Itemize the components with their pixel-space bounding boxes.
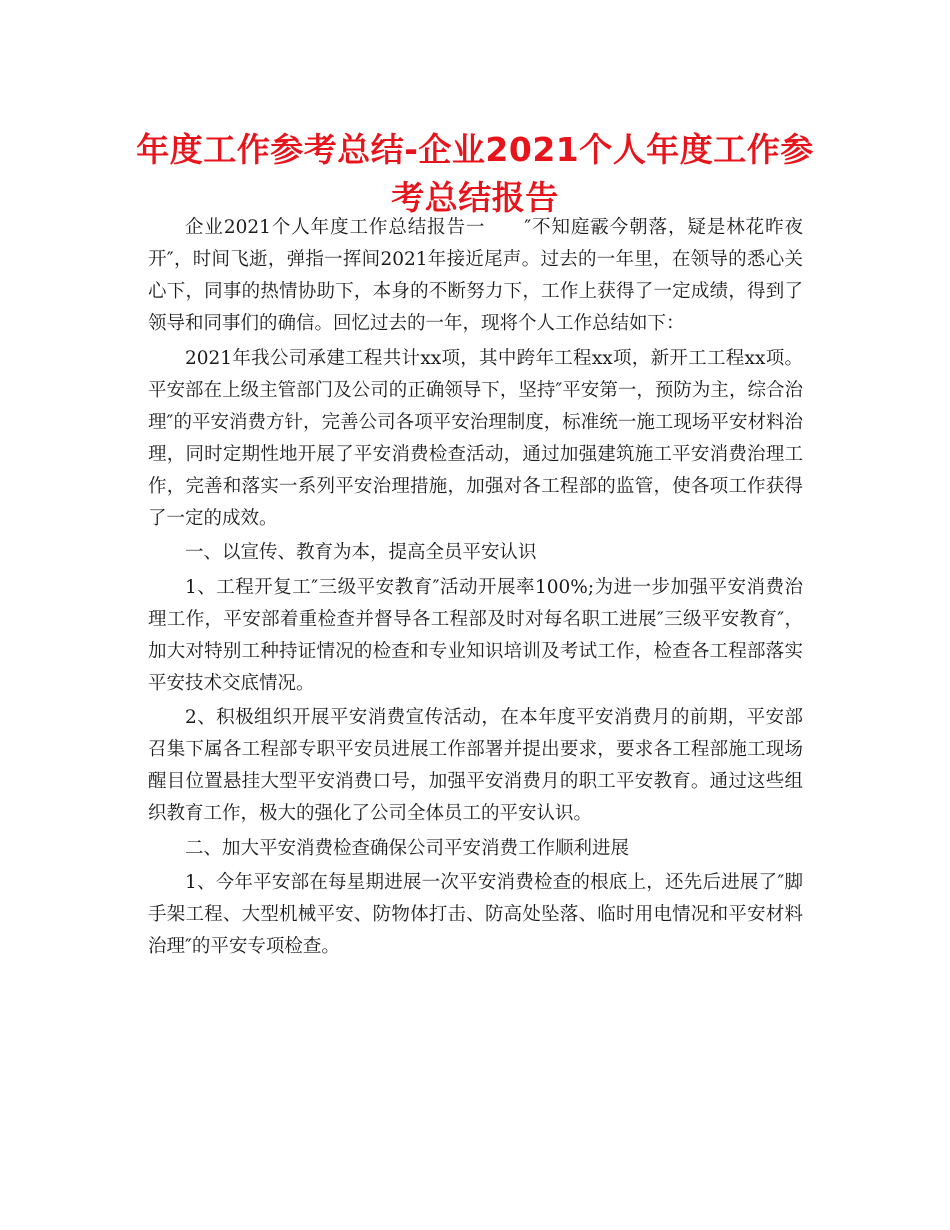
section-heading-1: 一、以宣传、教育为本，提高全员平安认识 xyxy=(185,542,537,563)
section-heading-2: 二、加大平安消费检查确保公司平安消费工作顺利进展 xyxy=(185,837,630,859)
document-body xyxy=(148,212,803,966)
paragraph-section2-item1: 1、今年平安部在每星期进展一次平安消费检查的根底上，还先后进展了″脚手架工程、大型机械平安、防物体打击、防高处坠落、临时用电情况和平安材料治理″的平安专项检查。 xyxy=(148,872,803,957)
paragraph-section1-item2: 2、积极组织开展平安消费宣传活动，在本年度平安消费月的前期，平安部召集下属各工程部专职平安员进展工作部署并提出要求，要求各工程部施工现场醒目位置悬挂大型平安消费口号，加强平安消费月的职工平安教育。通过这些组织教育工作，极大的强化了公司全体员工的平安认识。 xyxy=(148,707,803,824)
document-title: 年度工作参考总结-企业2021个人年度工作参考总结报告 xyxy=(136,130,814,217)
paragraph-intro: 企业2021个人年度工作总结报告一 ″不知庭霰今朝落，疑是林花昨夜开″，时间飞逝，弹指一挥间2021年接近尾声。过去的一年里，在领导的悉心关心下，同事的热情协助下，本身的不断努力下，工作上获得了一定成绩，得到了领导和同事们的确信。回忆过去的一年，现将个人工作总结如下： xyxy=(148,217,803,334)
paragraph-overview: 2021年我公司承建工程共计xx项，其中跨年工程xx项，新开工工程xx项。平安部在上级主管部门及公司的正确领导下，坚持″平安第一，预防为主，综合治理″的平安消费方针，完善公司各项平安治理制度，标准统一施工现场平安材料治理，同时定期性地开展了平安消费检查活动，通过加强建筑施工平安消费治理工作，完善和落实一系列平安治理措施，加强对各工程部的监管，使各项工作获得了一定的成效。 xyxy=(148,347,803,529)
paragraph-section1-item1: 1、工程开复工″三级平安教育″活动开展率100%;为进一步加强平安消费治理工作，平安部着重检查并督导各工程部及时对每名职工进展″三级平安教育″，加大对特别工种持证情况的检查和专业知识培训及考试工作，检查各工程部落实平安技术交底情况。 xyxy=(148,576,803,694)
